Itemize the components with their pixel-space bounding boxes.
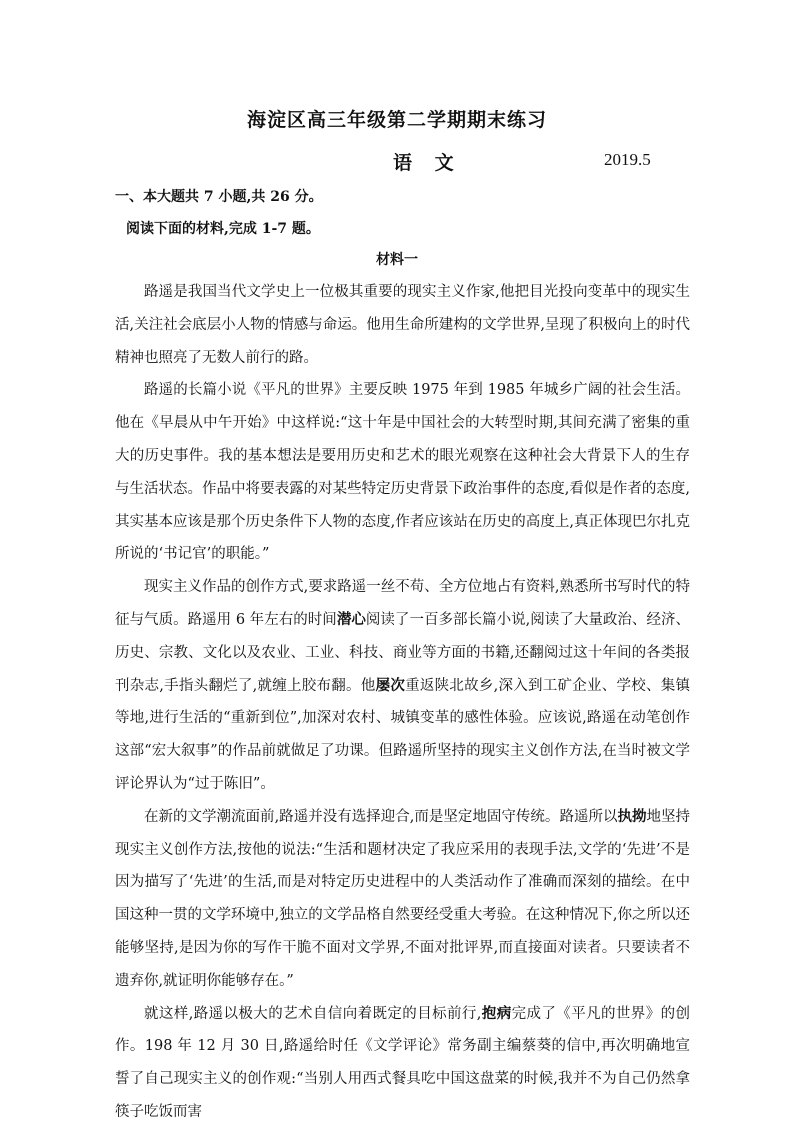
paragraph-5-text-a: 就这样,路遥以极大的艺术自信向着既定的目标前行, — [144, 1005, 482, 1022]
paragraph-3-text-a: 现实主义作品的创作方式,要求路遥一丝不苟、全方位地占有资料,熟悉所书写时代的特征与气质。路遥用 6 年左右的时间 — [115, 579, 690, 628]
paragraph-5 — [115, 998, 690, 1129]
article-body — [115, 276, 690, 1129]
material-title: 材料一 — [376, 252, 418, 268]
exam-date: 2019.5 — [604, 150, 651, 169]
paragraph-2: 路遥的长篇小说《平凡的世界》主要反映 1975 年到 1985 年城乡广阔的社会生活。他在《早晨从中午开始》中这样说:“这十年是中国社会的大转型时期,其间充满了密集的重大的历史事件。我的基本想法是要用历史和艺术的眼光观察在这种社会大背景下人的生存与生活状态。作品中将要表露的对某些特定历史背景下政治事件的态度,看似是作者的态度,其实基本应该是那个历史条件下人物的态度,作者应该站在历史的高度上,真正体现巴尔扎克所说的‘书记官’的职能。” — [115, 382, 690, 563]
keyword-baobing: 抱病 — [481, 1004, 512, 1022]
paragraph-4 — [115, 801, 690, 998]
paragraph-1: 路遥是我国当代文学史上一位极其重要的现实主义作家,他把目光投向变革中的现实生活,关注社会底层小人物的情感与命运。他用生命所建构的文学世界,呈现了积极向上的时代精神也照亮了无数人前行的路。 — [115, 284, 690, 366]
paragraph-3-text-d: 重返陕北故乡,深入到工矿企业、学校、集镇等地,进行生活的“重新到位”,加深对农村、城镇变革的感性体验。应该说,路遥在动笔创作这部“宏大叙事”的作品前就做足了功课。但路遥所坚持的现实主义创作方法,在当时被文学评论界认为“过于陈旧”。 — [115, 677, 691, 792]
keyword-zhiniu: 执拗 — [617, 807, 647, 825]
paragraph-4-text-a: 在新的文学潮流面前,路遥并没有选择迎合,而是坚定地固守传统。路遥所以 — [144, 808, 618, 825]
document-title: 海淀区高三年级第二学期期末练习 — [246, 109, 547, 131]
paragraph-5-text-c: 完成了《平凡的世界》的创作。198 年 12 月 30 日,路遥给时任《文学评论》常务副主编蔡葵的信中,再次明确地宣誓了自己现实主义的创作观:“当别人用西式餐具吃中国这盘菜的时候,我并不为自己仍然拿筷子吃饭而害 — [115, 1005, 691, 1120]
paragraph-4-text-c: 地坚持现实主义创作方法,按他的说法:“生活和题材决定了我应采用的表现手法,文学的‘先进’不是因为描写了‘先进’的生活,而是对特定历史进程中的人类活动作了准确而深刻的描绘。在中国这种一贯的文学环境中,独立的文学品格自然要经受重大考验。在这种情况下,你之所以还能够坚持,是因为你的写作干脆不面对文学界,不面对批评界,而直接面对读者。只要读者不遗弃你,就证明你能够存在。” — [115, 808, 690, 989]
paragraph-3 — [115, 571, 690, 801]
paragraph-3-text-c: 阅读了一百多部长篇小说,阅读了大量政治、经济、历史、宗教、文化以及农业、工业、科技、商业等方面的书籍,还翻阅过这十年间的各类报刊杂志,手指头翻烂了,就缠上胶布翻。他 — [115, 611, 690, 694]
reading-instruction: 阅读下面的材料,完成 1-7 题。 — [126, 221, 320, 237]
keyword-lvci: 屡次 — [375, 676, 406, 694]
keyword-qianxin: 潜心 — [336, 610, 366, 628]
subject-label: 语 文 — [393, 152, 462, 174]
section-heading: 一、本大题共 7 小题,共 26 分。 — [115, 189, 323, 205]
